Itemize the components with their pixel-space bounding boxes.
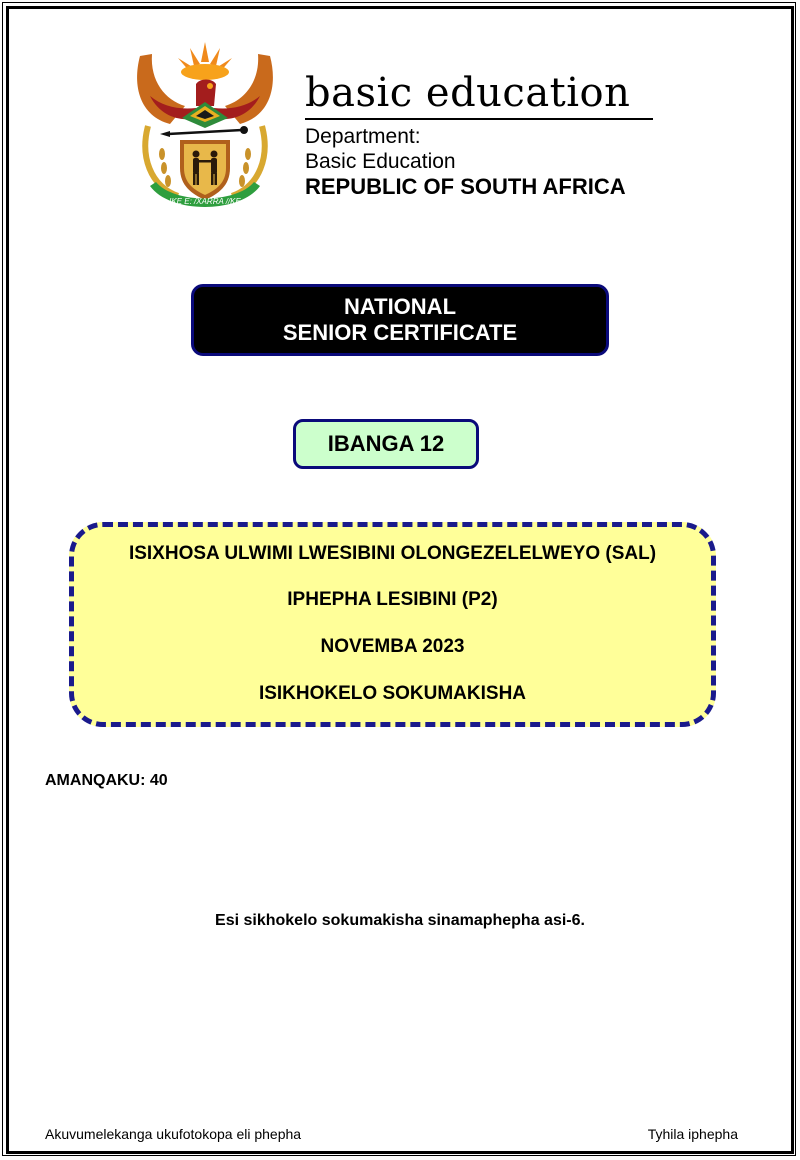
certificate-line-1: NATIONAL <box>343 294 457 319</box>
department-label: Department: <box>305 125 421 148</box>
grade-label: IBANGA 12 <box>327 431 445 456</box>
subject-title: ISIXHOSA ULWIMI LWESIBINI OLONGEZELELWEYO (SAL) <box>128 543 657 564</box>
country-name: REPUBLIC OF SOUTH AFRICA <box>305 174 626 199</box>
footer-turn-over: Tyhila iphepha <box>647 1126 738 1142</box>
page-count-note: Esi sikhokelo sokumakisha sinamaphepha asi-6. <box>215 912 585 929</box>
certificate-line-2: SENIOR CERTIFICATE <box>282 320 518 345</box>
certificate-banner <box>191 284 609 356</box>
department-branding <box>305 70 653 200</box>
coat-of-arms-icon <box>130 36 280 214</box>
brand-divider <box>305 118 653 120</box>
department-name: Basic Education <box>305 150 456 173</box>
total-marks: AMANQAKU: 40 <box>45 772 168 789</box>
exam-date: NOVEMBA 2023 <box>320 636 465 657</box>
subject-info-box <box>69 522 716 727</box>
svg-text:!KE E: /XARRA //KE: !KE E: /XARRA //KE <box>169 197 241 206</box>
brand-title: basic education <box>305 70 631 116</box>
grade-badge <box>293 419 479 469</box>
document-type: ISIKHOKELO SOKUMAKISHA <box>258 683 527 704</box>
paper-number: IPHEPHA LESIBINI (P2) <box>287 589 498 610</box>
footer-copyright-notice: Akuvumelekanga ukufotokopa eli phepha <box>45 1126 302 1142</box>
